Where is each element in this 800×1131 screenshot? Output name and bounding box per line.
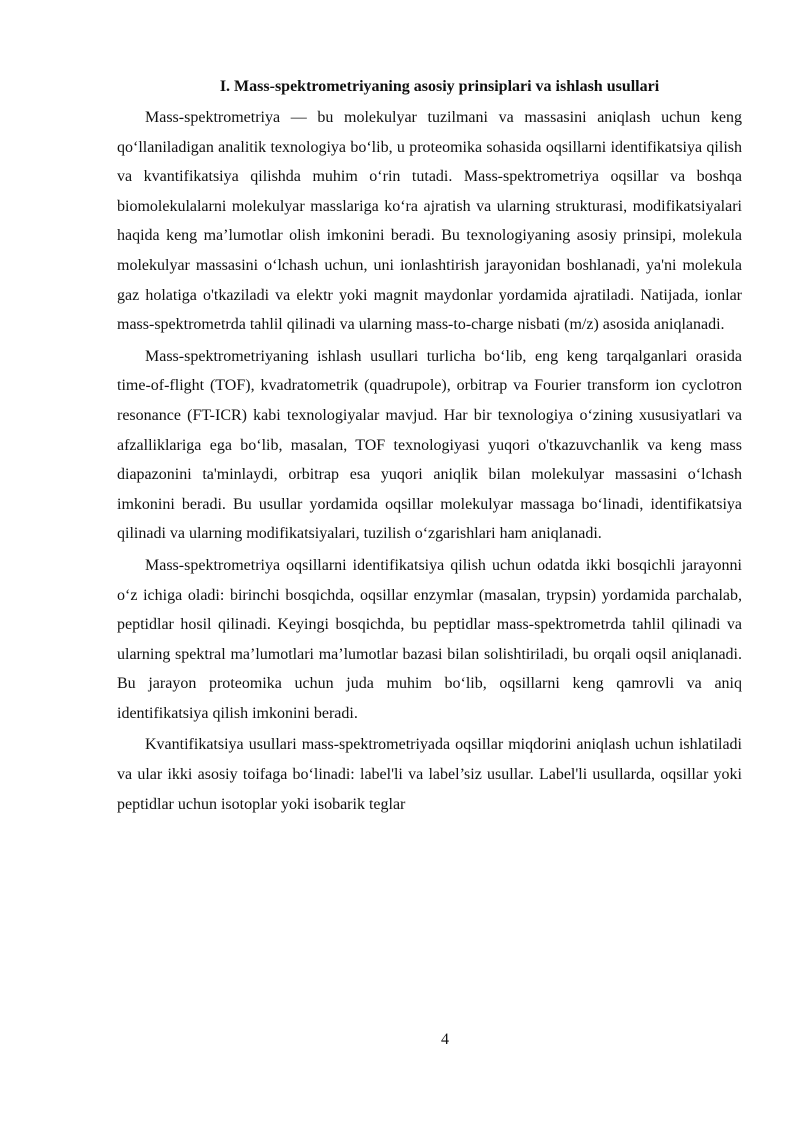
paragraph-3: Mass-spektrometriya oqsillarni identifikatsiya qilish uchun odatda ikki bosqichli jarayonni o‘z ichiga oladi: birinchi bosqichda, oqsillar enzymlar (masalan, trypsin) yordamida parchalab, peptidlar hosil qilinadi. Keyingi bosqichda, bu peptidlar mass-spektrometrda tahlil qilinadi va ularning spektral ma’lumotlari ma’lumotlar bazasi bilan solishtiriladi, bu orqali oqsil aniqlanadi. Bu jarayon proteomika uchun juda muhim bo‘lib, oqsillarni keng qamrovli va aniq identifikatsiya qilish imkonini beradi. xyxy=(117,556,742,722)
page-number: 4 xyxy=(441,1031,449,1048)
paragraph-4: Kvantifikatsiya usullari mass-spektrometriyada oqsillar miqdorini aniqlash uchun ishlatiladi va ular ikki asosiy toifaga bo‘linadi: label'li va label’siz usullar. Label'li usullarda, oqsillar yoki peptidlar uchun isotoplar yoki isobarik teglar xyxy=(117,736,742,813)
paragraph-2: Mass-spektrometriyaning ishlash usullari turlicha bo‘lib, eng keng tarqalganlari orasida time-of-flight (TOF), kvadratometrik (quadrupole), orbitrap va Fourier transform ion cyclotron resonance (FT-ICR) kabi texnologiyalar mavjud. Har bir texnologiya o‘zining xususiyatlari va afzalliklariga ega bo‘lib, masalan, TOF texnologiyasi yuqori o'tkazuvchanlik va keng mass diapazonini ta'minlaydi, orbitrap esa yuqori aniqlik bilan molekulyar massasini o‘lchash imkonini beradi. Bu usullar yordamida oqsillar molekulyar massaga bo‘linadi, identifikatsiya qilinadi va ularning modifikatsiyalari, tuzilish o‘zgarishlari ham aniqlanadi. xyxy=(117,347,742,543)
document-page xyxy=(117,74,742,821)
paragraph-1: Mass-spektrometriya — bu molekulyar tuzilmani va massasini aniqlash uchun keng qo‘llaniladigan analitik texnologiya bo‘lib, u proteomika sohasida oqsillarni identifikatsiya qilish va kvantifikatsiya qilishda muhim o‘rin tutadi. Mass-spektrometriya oqsillar va boshqa biomolekulalarni molekulyar masslariga ko‘ra ajratish va ularning strukturasi, modifikatsiyalari haqida keng ma’lumotlar olish imkonini beradi. Bu texnologiyaning asosiy prinsipi, molekula molekulyar massasini o‘lchash uchun, uni ionlashtirish jarayonidan boshlanadi, ya'ni molekula gaz holatiga o'tkaziladi va elektr yoki magnit maydonlar yordamida ajratiladi. Natijada, ionlar mass-spektrometrda tahlil qilinadi va ularning mass-to-charge nisbati (m/z) asosida aniqlanadi. xyxy=(117,109,742,334)
section-heading: I. Mass-spektrometriyaning asosiy prinsiplari va ishlash usullari xyxy=(219,78,660,95)
